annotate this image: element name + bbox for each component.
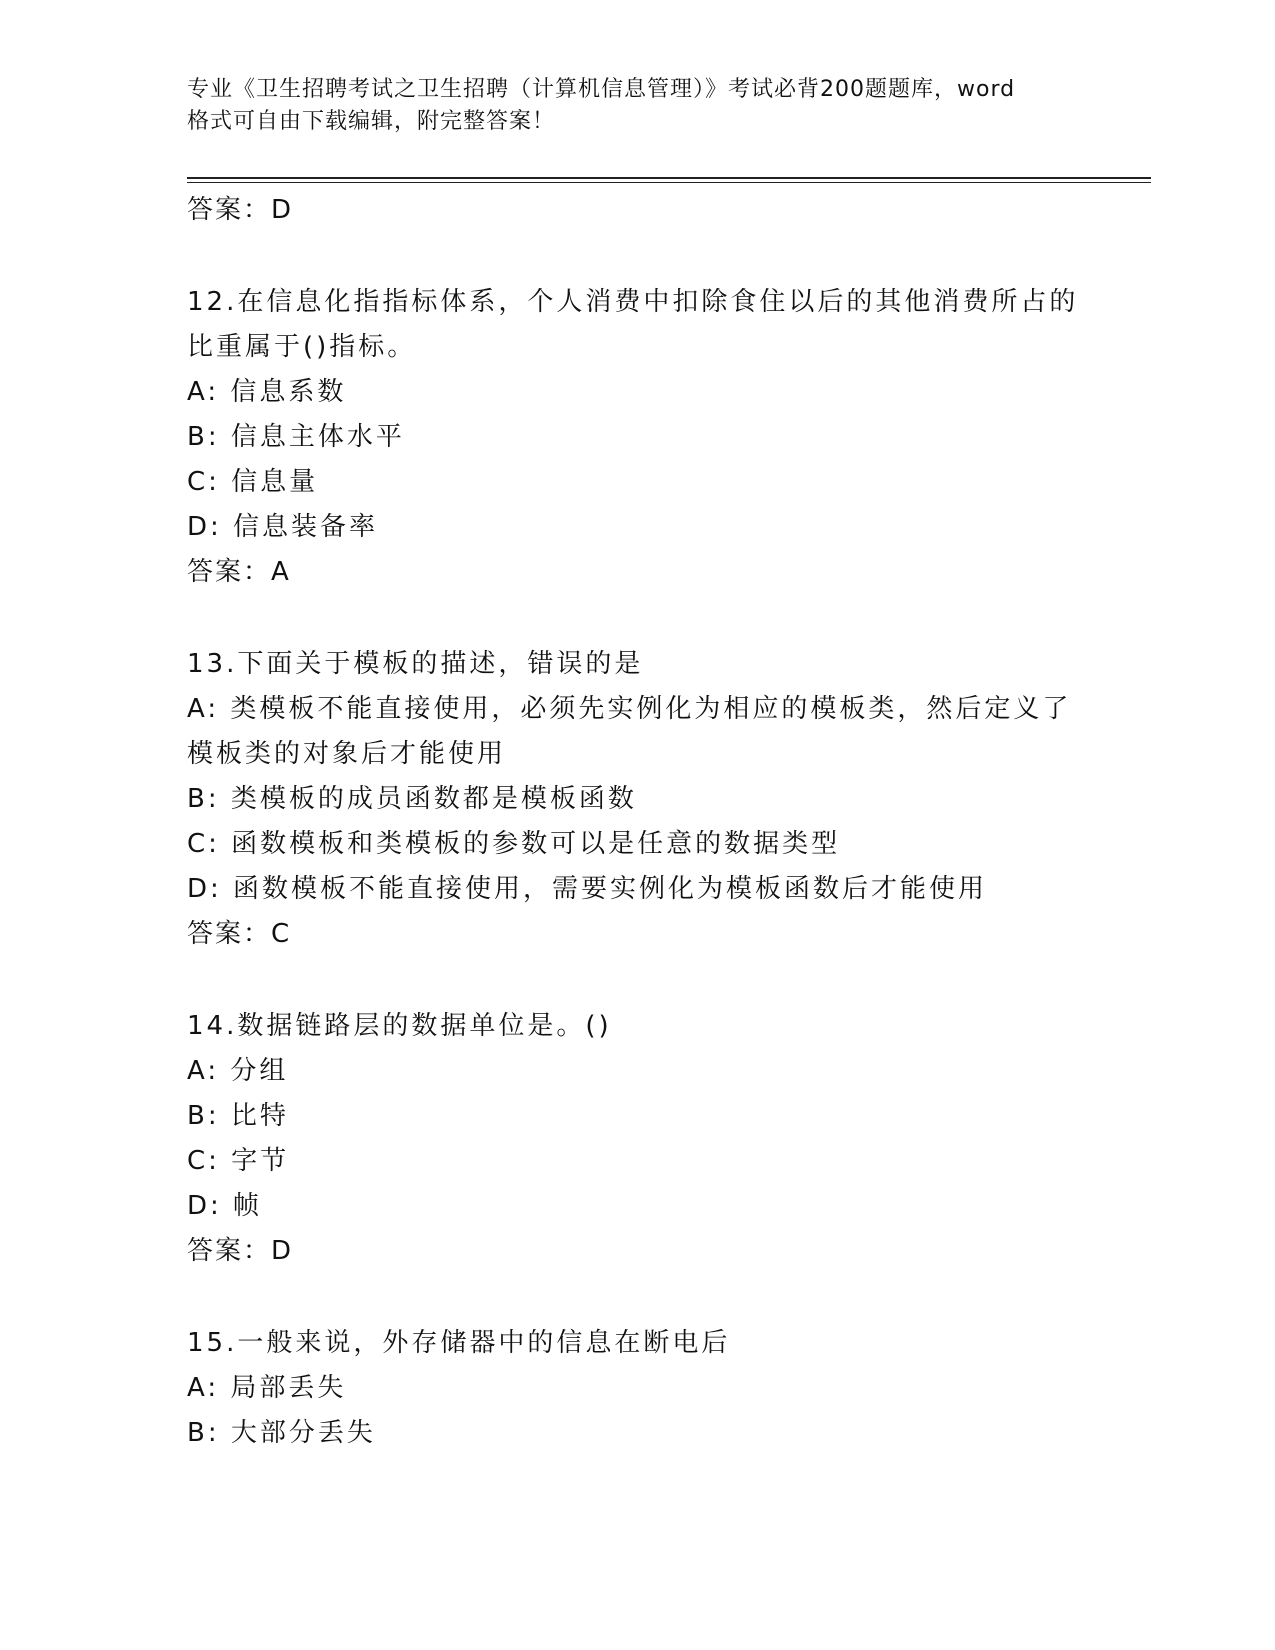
option-b: B: 比特 [187, 1101, 289, 1131]
option-a-continued: 模板类的对象后才能使用 [187, 739, 507, 769]
option-d: D: 帧 [187, 1191, 263, 1221]
header-divider-thin [187, 182, 1151, 183]
option-b: B: 类模板的成员函数都是模板函数 [187, 784, 637, 814]
option-c: C: 信息量 [187, 467, 319, 497]
option-b: B: 大部分丢失 [187, 1418, 376, 1448]
header-divider-thick [187, 177, 1151, 179]
option-d: D: 函数模板不能直接使用，需要实例化为模板函数后才能使用 [187, 874, 988, 904]
option-b: B: 信息主体水平 [187, 422, 405, 452]
spacer [187, 1274, 1151, 1321]
question-14 [187, 1004, 1151, 1274]
answer-previous: 答案：D [187, 195, 294, 225]
option-a: A: 分组 [187, 1056, 289, 1086]
header-line-2: 格式可自由下载编辑，附完整答案！ [187, 109, 556, 134]
question-stem-continued: 比重属于()指标。 [187, 332, 417, 362]
option-a: A: 信息系数 [187, 377, 347, 407]
spacer [187, 233, 1151, 280]
question-12 [187, 280, 1151, 595]
question-list [187, 188, 1151, 1456]
option-a: A: 局部丢失 [187, 1373, 347, 1403]
option-c: C: 函数模板和类模板的参数可以是任意的数据类型 [187, 829, 841, 859]
document-header [187, 74, 1087, 138]
spacer [187, 957, 1151, 1004]
question-stem: 15.一般来说，外存储器中的信息在断电后 [187, 1328, 731, 1358]
question-stem: 14.数据链路层的数据单位是。() [187, 1011, 612, 1041]
spacer [187, 595, 1151, 642]
document-page [187, 0, 1151, 1650]
question-stem: 12.在信息化指指标体系，个人消费中扣除食住以后的其他消费所占的 [187, 287, 1079, 317]
option-a: A: 类模板不能直接使用，必须先实例化为相应的模板类，然后定义了 [187, 694, 1072, 724]
answer: 答案：A [187, 557, 291, 587]
question-13 [187, 642, 1151, 957]
option-c: C: 字节 [187, 1146, 290, 1176]
answer: 答案：D [187, 1236, 294, 1266]
answer: 答案：C [187, 919, 292, 949]
question-15 [187, 1321, 1151, 1456]
question-stem: 13.下面关于模板的描述，错误的是 [187, 649, 644, 679]
header-line-1: 专业《卫生招聘考试之卫生招聘（计算机信息管理）》考试必背200题题库，word [187, 77, 1016, 102]
option-d: D: 信息装备率 [187, 512, 379, 542]
